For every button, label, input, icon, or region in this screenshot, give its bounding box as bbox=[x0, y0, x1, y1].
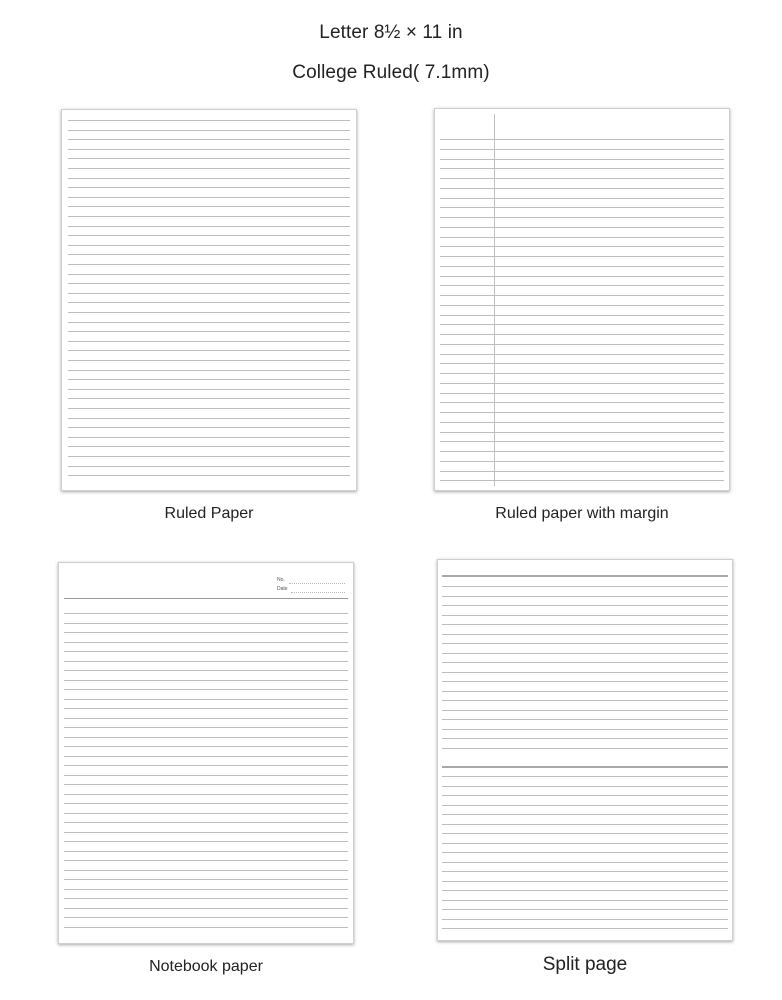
ruled-line bbox=[440, 480, 724, 481]
ruled-line bbox=[68, 446, 350, 447]
ruled-line bbox=[68, 168, 350, 169]
ruled-line bbox=[68, 187, 350, 188]
ruled-line bbox=[68, 350, 350, 351]
ruled-line bbox=[440, 393, 724, 394]
ruled-line bbox=[440, 149, 724, 150]
ruled-line bbox=[68, 245, 350, 246]
ruled-line bbox=[442, 738, 728, 739]
ruled-line bbox=[64, 794, 348, 795]
ruled-line bbox=[68, 264, 350, 265]
ruled-line bbox=[68, 293, 350, 294]
ruled-line bbox=[442, 919, 728, 920]
ruled-line bbox=[64, 613, 348, 614]
ruled-line bbox=[442, 691, 728, 692]
ruled-line bbox=[64, 699, 348, 700]
ruled-line bbox=[440, 363, 724, 364]
ruled-line bbox=[64, 870, 348, 871]
ruled-line bbox=[440, 198, 724, 199]
ruled-line bbox=[64, 908, 348, 909]
ruled-line bbox=[64, 851, 348, 852]
ruled-line bbox=[68, 331, 350, 332]
ruled-line bbox=[68, 341, 350, 342]
ruled-line bbox=[440, 178, 724, 179]
ruled-line bbox=[442, 662, 728, 663]
ruled-line bbox=[64, 718, 348, 719]
ruled-line bbox=[442, 653, 728, 654]
ruled-line bbox=[442, 909, 728, 910]
ruled-line bbox=[68, 130, 350, 131]
ruled-line bbox=[442, 890, 728, 891]
ruled-line bbox=[64, 822, 348, 823]
ruled-line bbox=[64, 898, 348, 899]
ruled-line bbox=[64, 598, 348, 599]
ruled-line bbox=[68, 178, 350, 179]
ruled-margin-caption: Ruled paper with margin bbox=[495, 505, 669, 522]
ruled-line bbox=[64, 746, 348, 747]
ruled-line bbox=[64, 927, 348, 928]
ruled-line bbox=[68, 456, 350, 457]
ruled-paper-caption: Ruled Paper bbox=[164, 505, 254, 522]
ruled-line bbox=[440, 285, 724, 286]
ruled-line bbox=[442, 900, 728, 901]
field-label-date: Date bbox=[277, 586, 288, 592]
ruled-line bbox=[68, 370, 350, 371]
ruled-line bbox=[442, 814, 728, 815]
ruled-line bbox=[442, 586, 728, 587]
ruled-line bbox=[442, 681, 728, 682]
ruled-line bbox=[440, 354, 724, 355]
ruled-line bbox=[64, 860, 348, 861]
ruled-line bbox=[442, 672, 728, 673]
ruled-line bbox=[68, 389, 350, 390]
ruled-line bbox=[440, 207, 724, 208]
ruled-line bbox=[442, 643, 728, 644]
ruled-line bbox=[440, 324, 724, 325]
ruled-line bbox=[440, 471, 724, 472]
ruled-line bbox=[442, 833, 728, 834]
ruled-line bbox=[442, 843, 728, 844]
ruled-line bbox=[440, 168, 724, 169]
ruled-line bbox=[68, 408, 350, 409]
ruled-line bbox=[440, 383, 724, 384]
split-page-caption: Split page bbox=[542, 954, 628, 975]
ruled-line bbox=[68, 226, 350, 227]
ruled-line bbox=[440, 373, 724, 374]
ruled-line bbox=[442, 634, 728, 635]
field-label-no: No. bbox=[277, 577, 285, 583]
ruled-line bbox=[440, 217, 724, 218]
ruled-line bbox=[440, 334, 724, 335]
ruled-line bbox=[442, 786, 728, 787]
ruled-line bbox=[64, 689, 348, 690]
ruled-line bbox=[68, 427, 350, 428]
ruled-line bbox=[64, 680, 348, 681]
ruled-line bbox=[440, 305, 724, 306]
field-line-date bbox=[291, 592, 345, 593]
ruled-line bbox=[68, 149, 350, 150]
ruled-line bbox=[440, 441, 724, 442]
ruled-line bbox=[68, 312, 350, 313]
ruled-line bbox=[68, 466, 350, 467]
ruled-line bbox=[440, 139, 724, 140]
ruled-line bbox=[442, 748, 728, 749]
ruled-line bbox=[440, 315, 724, 316]
ruled-line bbox=[64, 632, 348, 633]
ruled-line bbox=[68, 206, 350, 207]
ruled-line bbox=[64, 651, 348, 652]
ruled-line bbox=[442, 710, 728, 711]
ruled-paper-sheet[interactable] bbox=[61, 109, 357, 491]
ruled-line bbox=[68, 158, 350, 159]
ruled-line bbox=[440, 451, 724, 452]
ruled-line bbox=[64, 784, 348, 785]
ruled-line bbox=[442, 624, 728, 625]
notebook-paper-caption: Notebook paper bbox=[149, 958, 263, 975]
ruled-line bbox=[442, 605, 728, 606]
ruled-line bbox=[68, 274, 350, 275]
ruled-line bbox=[68, 235, 350, 236]
ruled-line bbox=[442, 776, 728, 777]
ruled-line bbox=[442, 805, 728, 806]
ruled-line bbox=[440, 227, 724, 228]
ruled-line bbox=[68, 283, 350, 284]
ruled-line bbox=[64, 889, 348, 890]
ruled-line bbox=[64, 670, 348, 671]
ruled-line bbox=[442, 871, 728, 872]
ruled-line bbox=[440, 159, 724, 160]
ruled-line bbox=[64, 727, 348, 728]
ruled-line bbox=[64, 803, 348, 804]
ruled-margin-sheet[interactable] bbox=[434, 108, 730, 491]
ruled-line bbox=[64, 708, 348, 709]
ruled-line bbox=[442, 575, 728, 577]
ruled-line bbox=[64, 661, 348, 662]
ruled-line bbox=[442, 700, 728, 701]
ruled-line bbox=[440, 402, 724, 403]
ruled-line bbox=[442, 729, 728, 730]
ruled-line bbox=[440, 344, 724, 345]
ruled-line bbox=[442, 596, 728, 597]
ruled-line bbox=[442, 852, 728, 853]
ruled-line bbox=[64, 737, 348, 738]
ruled-line bbox=[68, 398, 350, 399]
field-line-no bbox=[289, 583, 345, 584]
ruled-line bbox=[64, 775, 348, 776]
ruled-line bbox=[68, 437, 350, 438]
ruled-line bbox=[442, 824, 728, 825]
ruled-line bbox=[68, 216, 350, 217]
page-title: Letter 8½ × 11 in bbox=[319, 22, 463, 43]
ruled-line bbox=[68, 379, 350, 380]
ruled-line bbox=[440, 412, 724, 413]
ruled-line bbox=[440, 295, 724, 296]
ruled-line bbox=[442, 719, 728, 720]
ruled-line bbox=[440, 266, 724, 267]
ruled-line bbox=[440, 422, 724, 423]
notebook-paper-sheet[interactable] bbox=[58, 562, 354, 944]
ruled-line bbox=[68, 360, 350, 361]
ruled-line bbox=[442, 928, 728, 929]
split-page-sheet[interactable] bbox=[437, 559, 733, 941]
ruled-line bbox=[68, 120, 350, 121]
ruled-line bbox=[440, 237, 724, 238]
ruled-line bbox=[68, 418, 350, 419]
ruled-line bbox=[64, 642, 348, 643]
ruled-line bbox=[64, 841, 348, 842]
page-subtitle: College Ruled( 7.1mm) bbox=[292, 62, 490, 83]
ruled-line bbox=[440, 276, 724, 277]
ruled-line bbox=[68, 254, 350, 255]
margin-line bbox=[494, 114, 495, 486]
ruled-line bbox=[440, 188, 724, 189]
ruled-line bbox=[68, 197, 350, 198]
ruled-line bbox=[440, 256, 724, 257]
ruled-line bbox=[64, 813, 348, 814]
ruled-line bbox=[440, 461, 724, 462]
ruled-line bbox=[442, 795, 728, 796]
ruled-line bbox=[440, 432, 724, 433]
ruled-line bbox=[64, 879, 348, 880]
ruled-line bbox=[64, 917, 348, 918]
ruled-line bbox=[442, 881, 728, 882]
ruled-line bbox=[442, 862, 728, 863]
ruled-line bbox=[442, 766, 728, 768]
ruled-line bbox=[68, 139, 350, 140]
ruled-line bbox=[64, 765, 348, 766]
ruled-line bbox=[64, 756, 348, 757]
ruled-line bbox=[442, 615, 728, 616]
ruled-line bbox=[68, 322, 350, 323]
ruled-line bbox=[68, 475, 350, 476]
ruled-line bbox=[64, 623, 348, 624]
ruled-line bbox=[68, 302, 350, 303]
ruled-line bbox=[440, 246, 724, 247]
ruled-line bbox=[64, 832, 348, 833]
